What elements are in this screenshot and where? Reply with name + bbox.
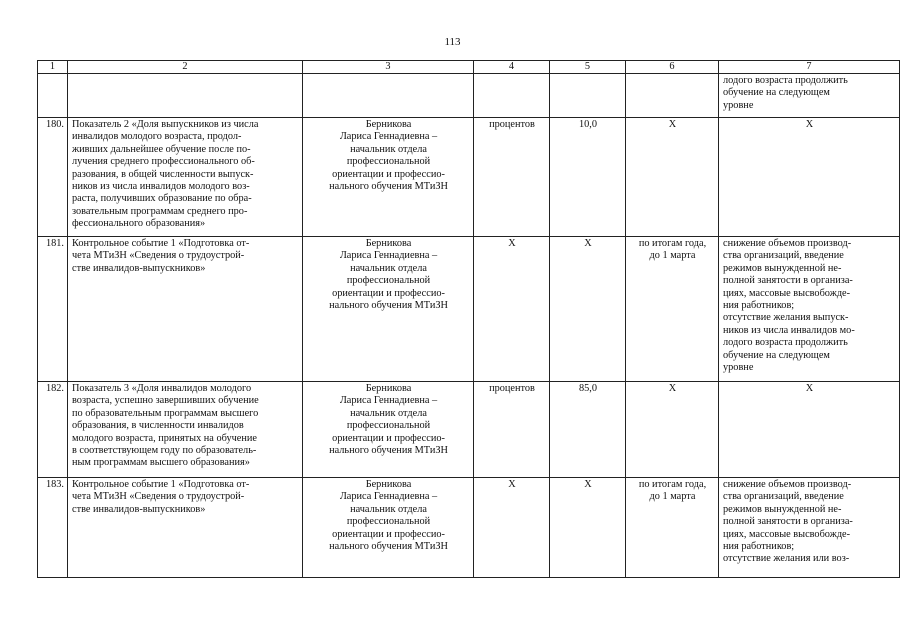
- header-cell: 5: [550, 61, 626, 74]
- header-cell: 3: [303, 61, 474, 74]
- row-number: 181.: [38, 237, 68, 382]
- header-cell: 2: [68, 61, 303, 74]
- page-number: 113: [444, 36, 461, 48]
- table-row: [38, 382, 900, 478]
- table-row: [38, 478, 900, 578]
- row-number: 183.: [38, 478, 68, 578]
- table-row: [38, 118, 900, 237]
- header-row: [38, 61, 900, 74]
- row-responsible: Берникова Лариса Геннадиевна – начальник отдела профессиональной ориентации и профессио- нального обучения МТиЗН: [303, 118, 474, 237]
- row-risks: снижение объемов производ- ства организаций, введение режимов вынужденной не- полной занятости в организа- циях, массовые высвобожде- ния работников; отсутствие желания или воз-: [719, 478, 900, 578]
- program-table: [37, 60, 900, 578]
- row-value: 85,0: [550, 382, 626, 478]
- table-row: [38, 74, 900, 118]
- row-value: Х: [550, 478, 626, 578]
- row-value: [550, 74, 626, 118]
- header-cell: 4: [474, 61, 550, 74]
- row-responsible: [303, 74, 474, 118]
- row-term: по итогам года, до 1 марта: [626, 237, 719, 382]
- row-risks: Х: [719, 118, 900, 237]
- row-name: Показатель 2 «Доля выпускников из числа инвалидов молодого возраста, продол- живших дальнейшее обучение после по- лучения среднего профессионального об- разования, в общей численности выпуск- ников из числа инвалидов молодого воз- раста, получивших образование по обра- зовательным программам среднего про- фессионального образования»: [68, 118, 303, 237]
- row-name: Показатель 3 «Доля инвалидов молодого возраста, успешно завершивших обучение по образовательным программам высшего образования, в численности инвалидов молодого возраста, принятых на обучение в соответствующем году по образователь- ным программам высшего образования»: [68, 382, 303, 478]
- header-cell: 7: [719, 61, 900, 74]
- row-term: по итогам года, до 1 марта: [626, 478, 719, 578]
- row-value: 10,0: [550, 118, 626, 237]
- row-name: [68, 74, 303, 118]
- header-cell: 1: [38, 61, 68, 74]
- row-responsible: Берникова Лариса Геннадиевна – начальник отдела профессиональной ориентации и профессио- нального обучения МТиЗН: [303, 382, 474, 478]
- row-unit: процентов: [474, 118, 550, 237]
- row-number: 182.: [38, 382, 68, 478]
- row-term: Х: [626, 118, 719, 237]
- row-unit: Х: [474, 237, 550, 382]
- row-responsible: Берникова Лариса Геннадиевна – начальник отдела профессиональной ориентации и профессио- нального обучения МТиЗН: [303, 237, 474, 382]
- row-value: Х: [550, 237, 626, 382]
- row-risks: Х: [719, 382, 900, 478]
- table-row: [38, 237, 900, 382]
- header-cell: 6: [626, 61, 719, 74]
- row-unit: [474, 74, 550, 118]
- row-number: [38, 74, 68, 118]
- row-term: Х: [626, 382, 719, 478]
- row-unit: Х: [474, 478, 550, 578]
- row-risks: лодого возраста продолжить обучение на следующем уровне: [719, 74, 900, 118]
- row-name: Контрольное событие 1 «Подготовка от- чета МТиЗН «Сведения о трудоустрой- стве инвалидов-выпускников»: [68, 237, 303, 382]
- row-term: [626, 74, 719, 118]
- row-unit: процентов: [474, 382, 550, 478]
- row-number: 180.: [38, 118, 68, 237]
- row-responsible: Берникова Лариса Геннадиевна – начальник отдела профессиональной ориентации и профессио- нального обучения МТиЗН: [303, 478, 474, 578]
- row-risks: снижение объемов производ- ства организаций, введение режимов вынужденной не- полной занятости в организа- циях, массовые высвобожде- ния работников; отсутствие желания выпуск- ников из числа инвалидов мо- лодого возраста продолжить обучение на следующем уровне: [719, 237, 900, 382]
- row-name: Контрольное событие 1 «Подготовка от- чета МТиЗН «Сведения о трудоустрой- стве инвалидов-выпускников»: [68, 478, 303, 578]
